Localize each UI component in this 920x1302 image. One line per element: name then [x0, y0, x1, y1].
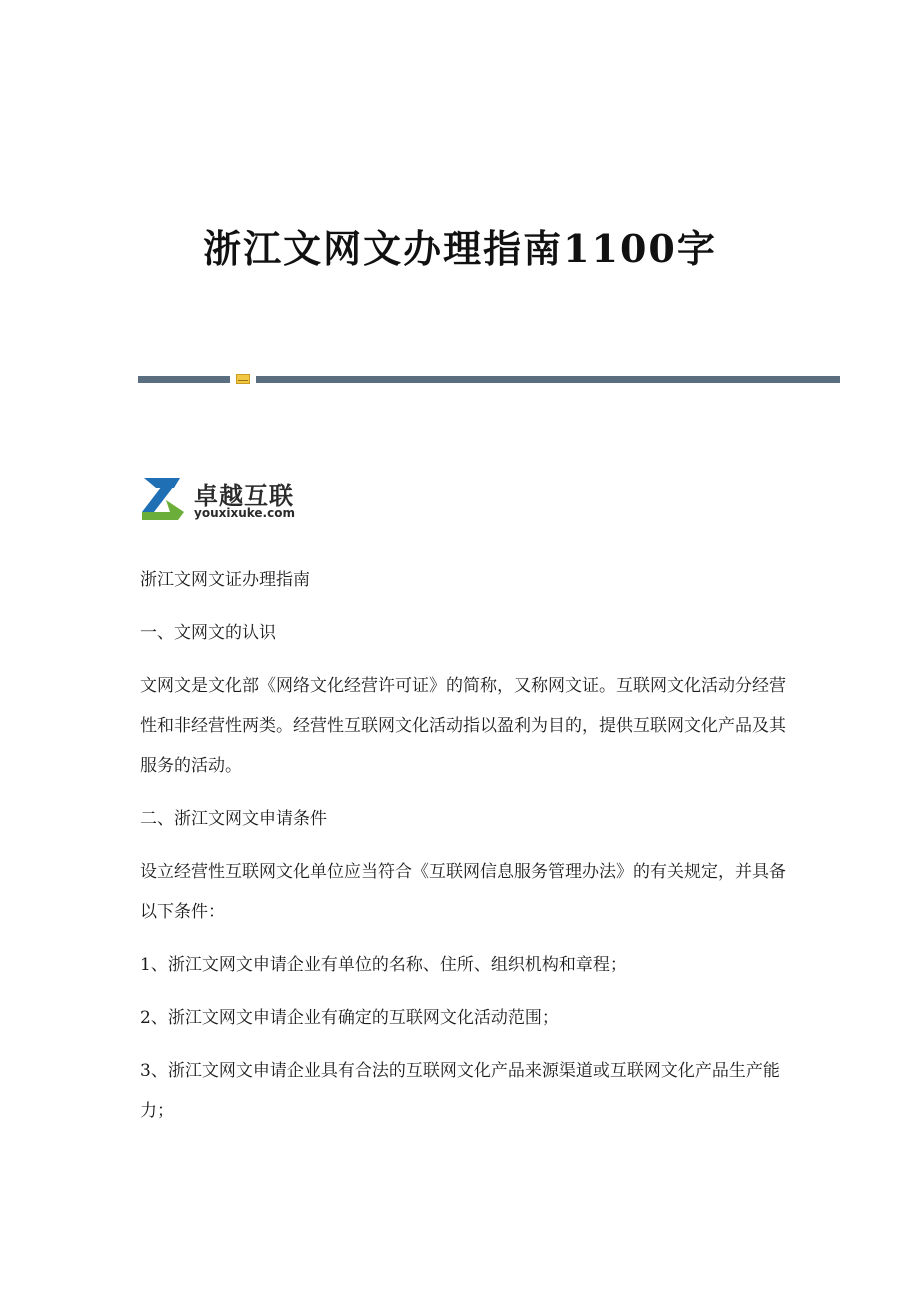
section-heading: 一、文网文的认识: [140, 623, 276, 643]
company-logo: [140, 474, 304, 524]
logo-name: 卓越互联: [194, 482, 294, 510]
title-divider: [138, 374, 840, 384]
section-heading: 二、浙江文网文申请条件: [140, 809, 327, 829]
envelope-icon: [236, 374, 250, 384]
list-item: 3、浙江文网文申请企业具有合法的互联网文化产品来源渠道或互联网文化产品生产能力；: [140, 1061, 780, 1121]
paragraph: 文网文是文化部《网络文化经营许可证》的简称，又称网文证。互联网文化活动分经营性和非经营性两类。经营性互联网文化活动指以盈利为目的，提供互联网文化产品及其服务的活动。: [140, 676, 786, 776]
document-body: [140, 560, 790, 1144]
divider-bar-right: [256, 376, 840, 383]
divider-bar-left: [138, 376, 230, 383]
list-item: 1、浙江文网文申请企业有单位的名称、住所、组织机构和章程；: [140, 955, 627, 975]
paragraph: 设立经营性互联网文化单位应当符合《互联网信息服务管理办法》的有关规定，并具备以下条件：: [140, 862, 786, 922]
logo-domain: youxixuke.com: [194, 506, 295, 520]
document-title: 浙江文网文办理指南1100字: [203, 226, 717, 271]
paragraph: 浙江文网文证办理指南: [140, 570, 310, 590]
list-item: 2、浙江文网文申请企业有确定的互联网文化活动范围；: [140, 1008, 559, 1028]
logo-z-icon: [140, 474, 190, 522]
